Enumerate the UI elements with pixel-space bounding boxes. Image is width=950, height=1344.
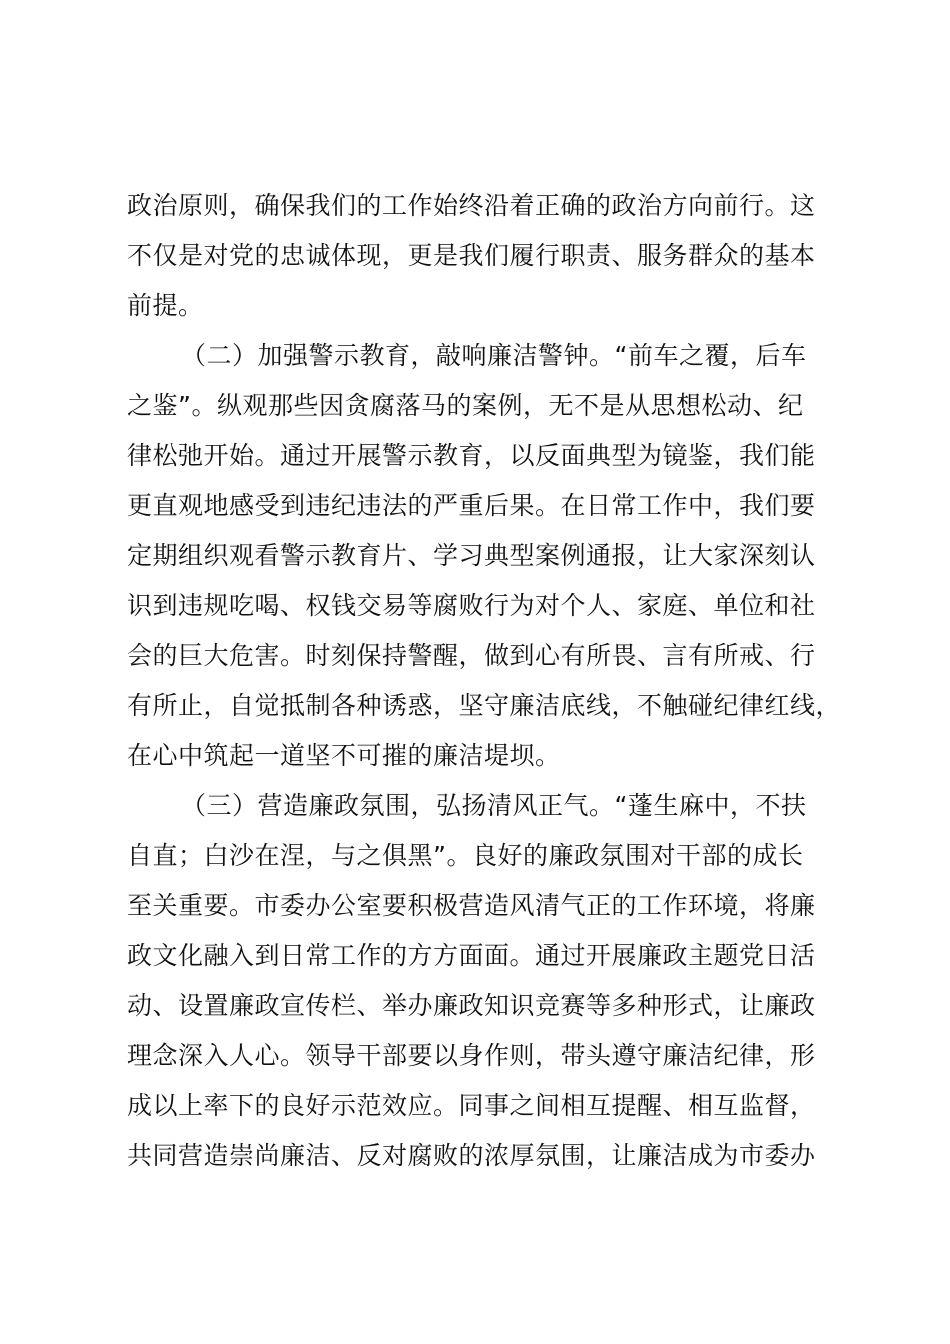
text-line: 共同营造崇尚廉洁、反对腐败的浓厚氛围，让廉洁成为市委办 <box>127 1141 816 1170</box>
text-line: 不仅是对党的忠诚体现，更是我们履行职责、服务群众的基本 <box>127 241 816 270</box>
section-heading-line: （二）加强警示教育，敲响廉洁警钟。“前车之覆，后车 <box>181 341 807 370</box>
text-line: 至关重要。市委办公室要积极营造风清气正的工作环境，将廉 <box>127 891 816 920</box>
text-line: 在心中筑起一道坚不可摧的廉洁堤坝。 <box>127 741 561 770</box>
text-line: 政文化融入到日常工作的方方面面。通过开展廉政主题党日活 <box>127 941 816 970</box>
text-line: 动、设置廉政宣传栏、举办廉政知识竞赛等多种形式，让廉政 <box>127 991 816 1020</box>
text-line: 更直观地感受到违纪违法的严重后果。在日常工作中，我们要 <box>127 491 816 520</box>
text-line: 前提。 <box>127 291 204 320</box>
text-line: 律松弛开始。通过开展警示教育，以反面典型为镜鉴，我们能 <box>127 441 816 470</box>
text-line: 理念深入人心。领导干部要以身作则，带头遵守廉洁纪律，形 <box>127 1041 816 1070</box>
section-heading-line: （三）营造廉政氛围，弘扬清风正气。“蓬生麻中，不扶 <box>181 791 807 820</box>
text-line: 自直；白沙在涅，与之俱黑”。良好的廉政氛围对干部的成长 <box>127 841 804 870</box>
text-line: 之鉴”。纵观那些因贪腐落马的案例，无不是从思想松动、纪 <box>127 391 804 420</box>
text-line: 定期组织观看警示教育片、学习典型案例通报，让大家深刻认 <box>127 541 816 570</box>
text-line: 成以上率下的良好示范效应。同事之间相互提醒、相互监督， <box>127 1091 816 1120</box>
text-line: 政治原则，确保我们的工作始终沿着正确的政治方向前行。这 <box>127 191 816 220</box>
text-line: 识到违规吃喝、权钱交易等腐败行为对个人、家庭、单位和社 <box>127 591 816 620</box>
text-line: 有所止，自觉抵制各种诱惑，坚守廉洁底线，不触碰纪律红线， <box>127 691 842 720</box>
text-line: 会的巨大危害。时刻保持警醒，做到心有所畏、言有所戒、行 <box>127 641 816 670</box>
